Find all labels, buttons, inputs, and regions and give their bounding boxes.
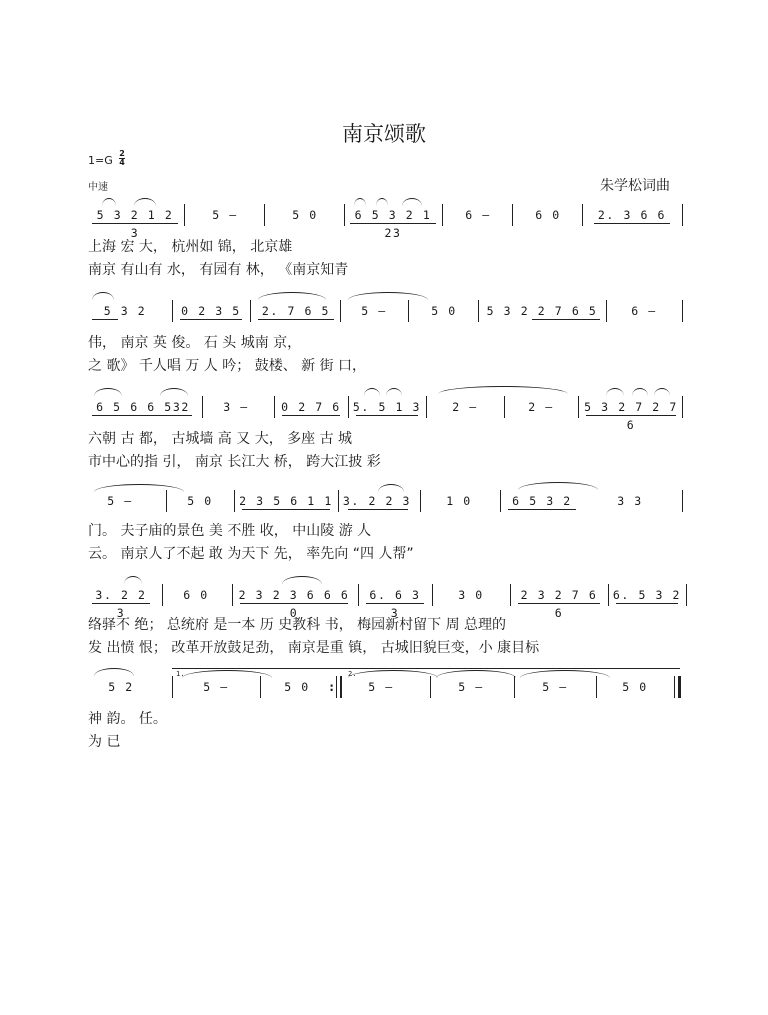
lyric-text: 神 韵。 任。 xyxy=(88,711,167,727)
score-row-6 xyxy=(86,670,686,700)
measure: 0 2 3 5 xyxy=(181,304,241,318)
measure: 0 2 7 6 xyxy=(281,400,341,414)
measure: 2 3 2 7 6 6 xyxy=(520,588,598,620)
measure: 5 0 xyxy=(187,494,213,508)
measure: 1 0 xyxy=(446,494,472,508)
notation-line xyxy=(86,298,686,324)
measure: 6. 5 3 2 xyxy=(612,588,682,602)
measure: 5 3 2 xyxy=(103,304,147,318)
measure: 2 3 5 6 1 1 xyxy=(239,494,333,508)
measure: 5 – xyxy=(458,680,484,694)
measure: 6 5 3 2 xyxy=(512,494,572,508)
lyric-line-verse1 xyxy=(86,614,686,634)
measure: 2 – xyxy=(528,400,554,414)
measure: 2. 7 6 5 xyxy=(261,304,331,318)
score-row-3 xyxy=(86,394,686,432)
notation-line: 5 2 1. 2. 5 – 5 0 : 5 – 5 – 5 – 5 0 xyxy=(86,674,686,700)
measure: 3 – xyxy=(223,400,249,414)
score-row-5 xyxy=(86,582,686,620)
measure: 3 3 xyxy=(617,494,643,508)
tempo-marking: 中速 xyxy=(88,182,108,193)
measure: 5 – xyxy=(203,680,229,694)
notation-line xyxy=(86,488,686,514)
measure: 5. 5 1 3 xyxy=(352,400,422,414)
measure: 5 – xyxy=(542,680,568,694)
lyric-text: 南京 有山有 水， 有园有 林， 《南京知青 xyxy=(88,262,349,278)
measure: 6 – xyxy=(631,304,657,318)
lyric-text: 上海 宏 大， 杭州如 锦， 北京雄 xyxy=(88,239,293,255)
lyric-text: 门。 夫子庙的景色 美 不胜 收， 中山陵 游 人 xyxy=(88,523,372,539)
lyric-line-verse2 xyxy=(86,731,686,751)
measure: 5 3 2 7 2 7 6 xyxy=(584,400,678,432)
lyric-line-verse1 xyxy=(86,428,686,448)
lyric-line-verse2 xyxy=(86,543,686,563)
repeat-sign: : xyxy=(328,680,336,694)
lyric-line-verse2 xyxy=(86,451,686,471)
lyric-text: 络驿不 绝； 总统府 是一本 历 史教科 书， 梅园新村留下 周 总理的 xyxy=(88,617,507,633)
measure: 6 – xyxy=(465,208,491,222)
lyric-text: 伟， 南京 英 俊。 石 头 城南 京， xyxy=(88,335,302,351)
measure: 2 – xyxy=(452,400,478,414)
measure: 3. 2 2 3 xyxy=(342,494,412,508)
measure: 3. 2 2 3 xyxy=(95,588,147,620)
measure: 5 0 xyxy=(292,208,318,222)
measure: 3 0 xyxy=(458,588,484,602)
notation-line xyxy=(86,394,686,432)
measure: 5 – xyxy=(368,680,394,694)
composer-credit: 朱学松词曲 xyxy=(600,178,670,194)
notation-line xyxy=(86,582,686,620)
measure: 6 5 3 2 1 23 xyxy=(354,208,432,240)
notation-line xyxy=(86,202,686,240)
lyric-line-verse2 xyxy=(86,355,686,375)
measure: 5 0 xyxy=(622,680,648,694)
lyric-text: 六朝 古 都， 古城墙 高 又 大， 多座 古 城 xyxy=(88,431,353,447)
time-signature-top: 2 xyxy=(119,149,125,158)
measure: 5 0 xyxy=(431,304,457,318)
lyric-text: 为 已 xyxy=(88,734,121,750)
lyric-line-verse2 xyxy=(86,259,686,279)
time-signature-bottom: 4 xyxy=(119,158,125,167)
key-signature: 1=G xyxy=(88,154,113,167)
measure: 5 – xyxy=(361,304,387,318)
lyric-line-verse1 xyxy=(86,332,686,352)
measure: 6 0 xyxy=(183,588,209,602)
lyric-line-verse1 xyxy=(86,520,686,540)
measure: 2 3 2 3 6 6 6 0 xyxy=(238,588,350,620)
lyric-text: 市中心的指 引， 南京 长江大 桥， 跨大江披 彩 xyxy=(88,454,381,470)
lyric-text: 之 歌》 千人唱 万 人 吟； 鼓楼、 新 街 口， xyxy=(88,358,367,374)
measure: 2. 3 6 6 xyxy=(597,208,667,222)
measure: 6. 6 3 3 xyxy=(369,588,421,620)
measure: 5 2 xyxy=(108,680,134,694)
lyric-line-verse1 xyxy=(86,236,686,256)
lyric-text: 云。 南京人了不起 敢 为天下 先， 率先向 “四 人帮” xyxy=(88,546,414,562)
measure: 6 0 xyxy=(535,208,561,222)
lyric-text: 发 出愤 恨； 改革开放鼓足劲， 南京是重 镇， 古城旧貌巨变，小 康目标 xyxy=(88,640,540,656)
measure: 5 3 2 1 2 3 xyxy=(96,208,174,240)
time-signature xyxy=(119,150,125,167)
measure: 5 – xyxy=(212,208,238,222)
lyric-line-verse1 xyxy=(86,708,686,728)
lyric-line-verse2 xyxy=(86,637,686,657)
score-row-1 xyxy=(86,202,686,240)
measure: 6 5 6 6 532 xyxy=(96,400,190,414)
measure: 5 0 xyxy=(284,680,310,694)
score-row-4 xyxy=(86,488,686,514)
measure: 5 – xyxy=(107,494,133,508)
song-title: 南京颂歌 xyxy=(342,122,426,146)
measure: 5 3 2 2 7 6 5 xyxy=(486,304,598,318)
score-row-2 xyxy=(86,298,686,324)
